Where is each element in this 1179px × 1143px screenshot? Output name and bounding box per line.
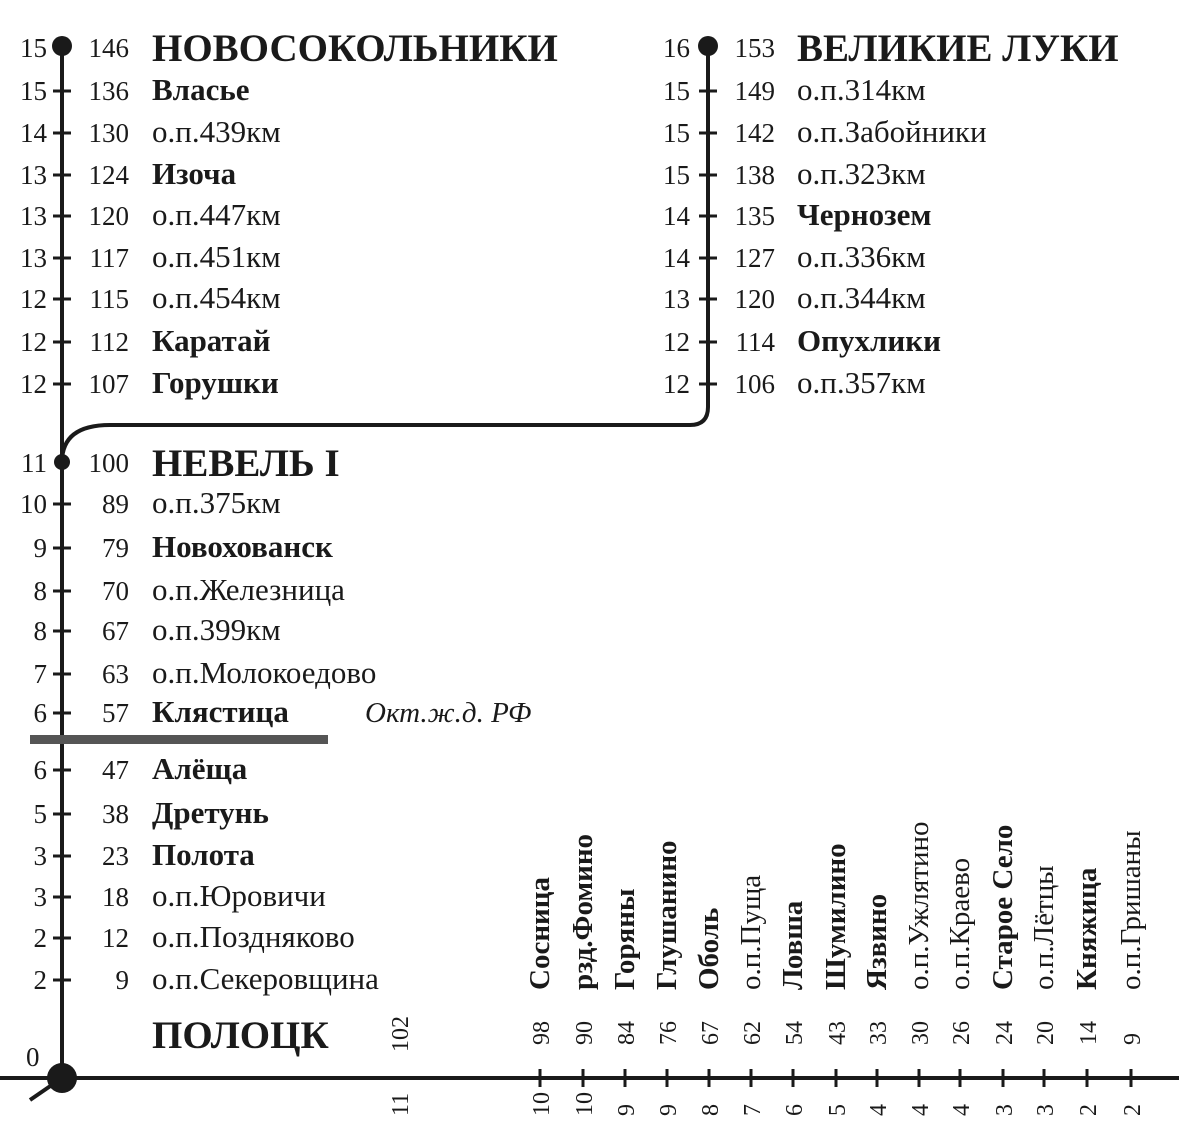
station-name: о.п.Молокоедово [152,655,377,690]
station-zone: 2 [33,965,47,995]
station-zone: 16 [663,33,690,63]
station-km: 127 [734,243,775,273]
station-name: о.п.439км [152,114,281,149]
station-km: 67 [698,1021,724,1045]
station-km: 124 [88,160,129,190]
station-zone: 6 [33,698,47,728]
station-km: 14 [1076,1021,1102,1045]
station-km: 63 [102,659,129,689]
station-zone: 5 [825,1104,851,1116]
station-name: Горяны [609,888,641,990]
station-name: Старое Село [987,824,1019,990]
station-km: 114 [735,327,775,357]
station-km: 98 [529,1021,555,1045]
station-name: Шумилино [820,843,852,990]
station-name: о.п.323км [797,156,926,191]
station-km: 33 [866,1021,892,1045]
station-name: о.п.375км [152,485,281,520]
polotsk-terminal-dot [47,1063,77,1093]
station-zone: 11 [21,448,47,478]
station-name: о.п.Юровичи [152,878,326,913]
station-km: 67 [102,616,129,646]
station-name: ВЕЛИКИЕ ЛУКИ [797,27,1119,70]
station-name: о.п.Краево [944,857,976,990]
station-km: 38 [102,799,129,829]
station-zone: 6 [782,1104,808,1116]
station-name: Княжица [1071,867,1103,990]
station-zone: 9 [656,1104,682,1116]
station-km: 100 [88,448,129,478]
station-zone: 4 [866,1104,892,1116]
velikie-luki-terminal-dot [698,36,718,56]
start-km: 102 [388,1016,414,1052]
station-name: Новохованск [152,529,333,564]
station-name: Горушки [152,365,279,400]
station-zone: 6 [33,755,47,785]
station-name: Язвино [861,893,893,990]
station-name: Алёща [152,751,248,786]
east-branch [663,27,1119,400]
station-zone: 14 [663,201,690,231]
station-zone: 13 [20,243,47,273]
station-km: 23 [102,841,129,871]
station-name: Изоча [152,156,237,191]
station-km: 70 [102,576,129,606]
station-km: 146 [88,33,129,63]
station-name: о.п.357км [797,365,926,400]
station-name: НОВОСОКОЛЬНИКИ [152,27,558,70]
station-zone: 13 [20,201,47,231]
novosokolniki-terminal-dot [52,36,72,56]
station-zone: 12 [20,327,47,357]
station-zone: 10 [529,1092,555,1116]
station-zone: 15 [663,118,690,148]
station-km: 153 [734,33,775,63]
station-name: Полота [152,837,255,872]
station-name: о.п.344км [797,280,926,315]
station-zone: 8 [33,576,47,606]
station-name: Клястица [152,694,289,729]
station-name: Опухлики [797,323,941,358]
railway-border-band [30,735,328,744]
station-km: 24 [992,1021,1018,1045]
station-zone: 2 [1076,1104,1102,1116]
station-zone: 8 [698,1104,724,1116]
station-zone: 3 [33,882,47,912]
station-km: 90 [572,1021,598,1045]
station-zone: 10 [572,1092,598,1116]
station-km: 117 [89,243,129,273]
station-km: 112 [89,327,129,357]
station-km: 43 [825,1021,851,1045]
station-km: 47 [102,755,129,785]
polotsk-zone: 0 [26,1042,40,1072]
station-name: Оболь [693,907,725,990]
station-name: о.п.447км [152,197,281,232]
north-branch [20,27,558,400]
railway-label: Окт.ж.д. РФ [365,697,532,729]
station-zone: 3 [992,1104,1018,1116]
station-zone: 10 [20,489,47,519]
station-name: о.п.336км [797,239,926,274]
station-name: Ловша [777,900,809,990]
station-km: 18 [102,882,129,912]
station-km: 142 [734,118,775,148]
station-name: о.п.454км [152,280,281,315]
station-zone: 4 [949,1104,975,1116]
station-zone: 15 [663,76,690,106]
station-name: о.п.Гришаны [1115,830,1147,990]
station-zone: 12 [663,327,690,357]
polotsk-name: ПОЛОЦК [152,1014,329,1057]
station-zone: 12 [20,369,47,399]
station-name: о.п.Забойники [797,114,987,149]
station-name: НЕВЕЛЬ I [152,442,340,485]
station-km: 9 [1120,1033,1146,1045]
station-name: рзд.Фомино [567,833,599,990]
station-km: 135 [734,201,775,231]
station-name: о.п.Пуща [735,874,767,990]
station-km: 89 [102,489,129,519]
station-km: 79 [102,533,129,563]
station-km: 130 [88,118,129,148]
station-name: Глушанино [651,840,683,990]
station-zone: 15 [20,76,47,106]
station-km: 62 [740,1021,766,1045]
station-name: Дретунь [152,795,269,830]
station-km: 149 [734,76,775,106]
station-zone: 12 [20,284,47,314]
station-name: о.п.Секеровщина [152,961,379,996]
station-zone: 14 [20,118,47,148]
station-name: Сосница [524,877,556,990]
station-zone: 14 [663,243,690,273]
station-name: о.п.399км [152,612,281,647]
station-km: 107 [88,369,129,399]
station-km: 115 [89,284,129,314]
station-name: о.п.Лётцы [1028,865,1060,990]
station-name: о.п.Ужлятино [903,821,935,990]
station-km: 138 [734,160,775,190]
station-zone: 3 [1033,1104,1059,1116]
station-km: 120 [88,201,129,231]
start-zone: 11 [388,1092,414,1116]
station-zone: 4 [908,1104,934,1116]
station-zone: 15 [663,160,690,190]
station-km: 76 [656,1021,682,1045]
station-km: 120 [734,284,775,314]
station-zone: 9 [614,1104,640,1116]
station-name: о.п.314км [797,72,926,107]
station-zone: 7 [33,659,47,689]
station-zone: 3 [33,841,47,871]
station-km: 20 [1033,1021,1059,1045]
station-km: 26 [949,1021,975,1045]
station-zone: 5 [33,799,47,829]
station-zone: 2 [33,923,47,953]
station-name: о.п.451км [152,239,281,274]
station-zone: 7 [740,1104,766,1116]
station-km: 106 [734,369,775,399]
nevel-junction-dot [54,454,70,470]
horizontal-line [388,821,1147,1116]
station-zone: 15 [20,33,47,63]
station-name: Каратай [152,323,271,358]
station-zone: 13 [20,160,47,190]
station-zone: 13 [663,284,690,314]
station-km: 12 [102,923,129,953]
station-km: 9 [115,965,129,995]
station-zone: 8 [33,616,47,646]
station-km: 84 [614,1021,640,1045]
station-name: Власье [152,72,250,107]
station-name: Чернозем [797,197,932,232]
station-zone: 12 [663,369,690,399]
station-km: 57 [102,698,129,728]
station-name: о.п.Поздняково [152,919,355,954]
station-zone: 2 [1120,1104,1146,1116]
station-name: о.п.Железница [152,572,345,607]
station-km: 54 [782,1021,808,1045]
station-km: 136 [88,76,129,106]
station-zone: 9 [33,533,47,563]
station-km: 30 [908,1021,934,1045]
main-line [20,442,379,996]
